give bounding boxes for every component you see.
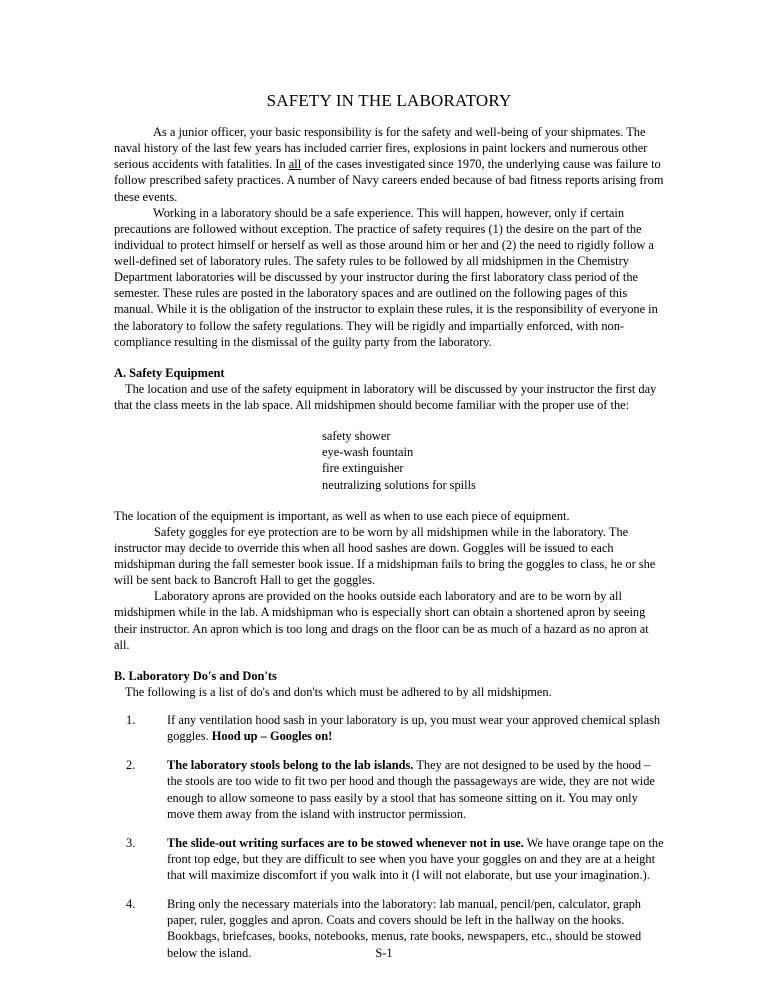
rule-text bbox=[167, 835, 664, 883]
rule-item bbox=[114, 712, 664, 744]
aprons-paragraph: Laboratory aprons are provided on the hooks outside each laboratory and are to be worn by all midshipmen while in the lab. A midshipman who is especially short can obtain a shortened apron by seeing their instructor. An apron which is too long and drags on the floor can be as much of a hazard as no apron at all. bbox=[114, 589, 649, 652]
intro-p1-text-a: As a junior officer, your basic responsibility is for the safety and well-being of your shipmates. The naval history of the last few years has included carrier fires, explosions in paint lockers and numerous other serious accidents with fatalities. In bbox=[114, 125, 648, 172]
equipment-item: safety shower bbox=[322, 429, 391, 444]
rule-text bbox=[167, 757, 664, 822]
page-content bbox=[114, 90, 664, 974]
equipment-item: eye-wash fountain bbox=[322, 445, 414, 460]
rule-text-bold: The laboratory stools belong to the lab islands. bbox=[167, 758, 414, 773]
rule-number: 2. bbox=[126, 758, 136, 773]
section-b-heading: B. Laboratory Do's and Don'ts bbox=[114, 668, 277, 683]
rule-number: 3. bbox=[126, 835, 136, 850]
page-title: SAFETY IN THE LABORATORY bbox=[266, 91, 512, 110]
rule-number: 4. bbox=[126, 897, 136, 912]
goggles-paragraph: Safety goggles for eye protection are to be worn by all midshipmen while in the laboratory. The instructor may decide to override this when all hood sashes are down. Goggles will be issued to each midshipman during the fall semester book issue. If a midshipman fails to bring the goggles to class, he or she will be sent back to Bancroft Hall to get the goggles. bbox=[114, 524, 656, 588]
rules-list bbox=[114, 712, 664, 961]
rule-text-bold: The slide-out writing surfaces are to be stowed whenever not in use. bbox=[167, 835, 524, 850]
intro-paragraph-1 bbox=[114, 124, 664, 205]
equipment-list bbox=[322, 428, 664, 493]
intro-p1-text-b: of the cases investigated since 1970, the underlying cause was failure to follow prescribed safety practices. A number of Navy careers ended because of bad fitness reports arising from these events. bbox=[114, 157, 664, 204]
rule-number: 1. bbox=[126, 713, 136, 728]
rule-text-plain: We have orange tape on the front top edge, but they are difficult to see when you have your goggles on and they are at a height that will maximize discomfort if you walk into it (I will not elaborate, but use your imagination.). bbox=[167, 835, 664, 883]
section-a-heading: A. Safety Equipment bbox=[114, 365, 225, 380]
rule-text-plain: Bring only the necessary materials into the laboratory: lab manual, pencil/pen, calculator, graph paper, ruler, goggles and apron. Coats and covers should be left in the hallway on the hooks. Bookbags, briefcases, books, notebooks, menus, rate books, newspapers, etc., should be stowed below the island. bbox=[167, 897, 642, 960]
intro-paragraph-2: Working in a laboratory should be a safe experience. This will happen, however, only if certain precautions are followed without exception. The practice of safety requires (1) the desire on the part of the individual to protect himself or herself as well as those around him or her and (2) the need to rigidly follow a well-defined set of laboratory rules. The safety rules to be followed by all midshipmen in the Chemistry Department laboratories will be discussed by your instructor during the first laboratory class period of the semester. These rules are posted in the laboratory spaces and are outlined on the following pages of this manual. While it is the obligation of the instructor to explain these rules, it is the responsibility of everyone in the laboratory to follow the safety regulations. They will be rigidly and impartially enforced, with non-compliance resulting in the dismissal of the guilty party from the laboratory. bbox=[114, 205, 658, 349]
section-a-intro: The location and use of the safety equipment in laboratory will be discussed by your instructor the first day that the class meets in the lab space. All midshipmen should become familiar with the proper use of the: bbox=[114, 381, 657, 413]
equipment-item: neutralizing solutions for spills bbox=[322, 477, 476, 492]
rule-text bbox=[167, 712, 664, 744]
equipment-item: fire extinguisher bbox=[322, 461, 404, 476]
intro-p1-emphasis: all bbox=[288, 157, 302, 172]
rule-text-plain: If any ventilation hood sash in your laboratory is up, you must wear your approved chemical splash goggles. bbox=[167, 713, 661, 744]
section-b-intro: The following is a list of do's and don'ts which must be adhered to by all midshipmen. bbox=[125, 684, 552, 699]
equipment-location-note: The location of the equipment is important, as well as when to use each piece of equipment. bbox=[114, 508, 570, 523]
rule-text-bold: Hood up – Googles on! bbox=[211, 729, 333, 744]
page-number: S-1 bbox=[375, 946, 393, 960]
rule-text-plain: They are not designed to be used by the hood – the stools are too wide to fit two per hood and though the passageways are wide, they are not wide enough to allow someone to pass easily by a stool that has someone sitting on it. You may only move them away from the island with instructor permission. bbox=[167, 758, 655, 821]
rule-item bbox=[114, 757, 664, 822]
rule-item bbox=[114, 835, 664, 883]
